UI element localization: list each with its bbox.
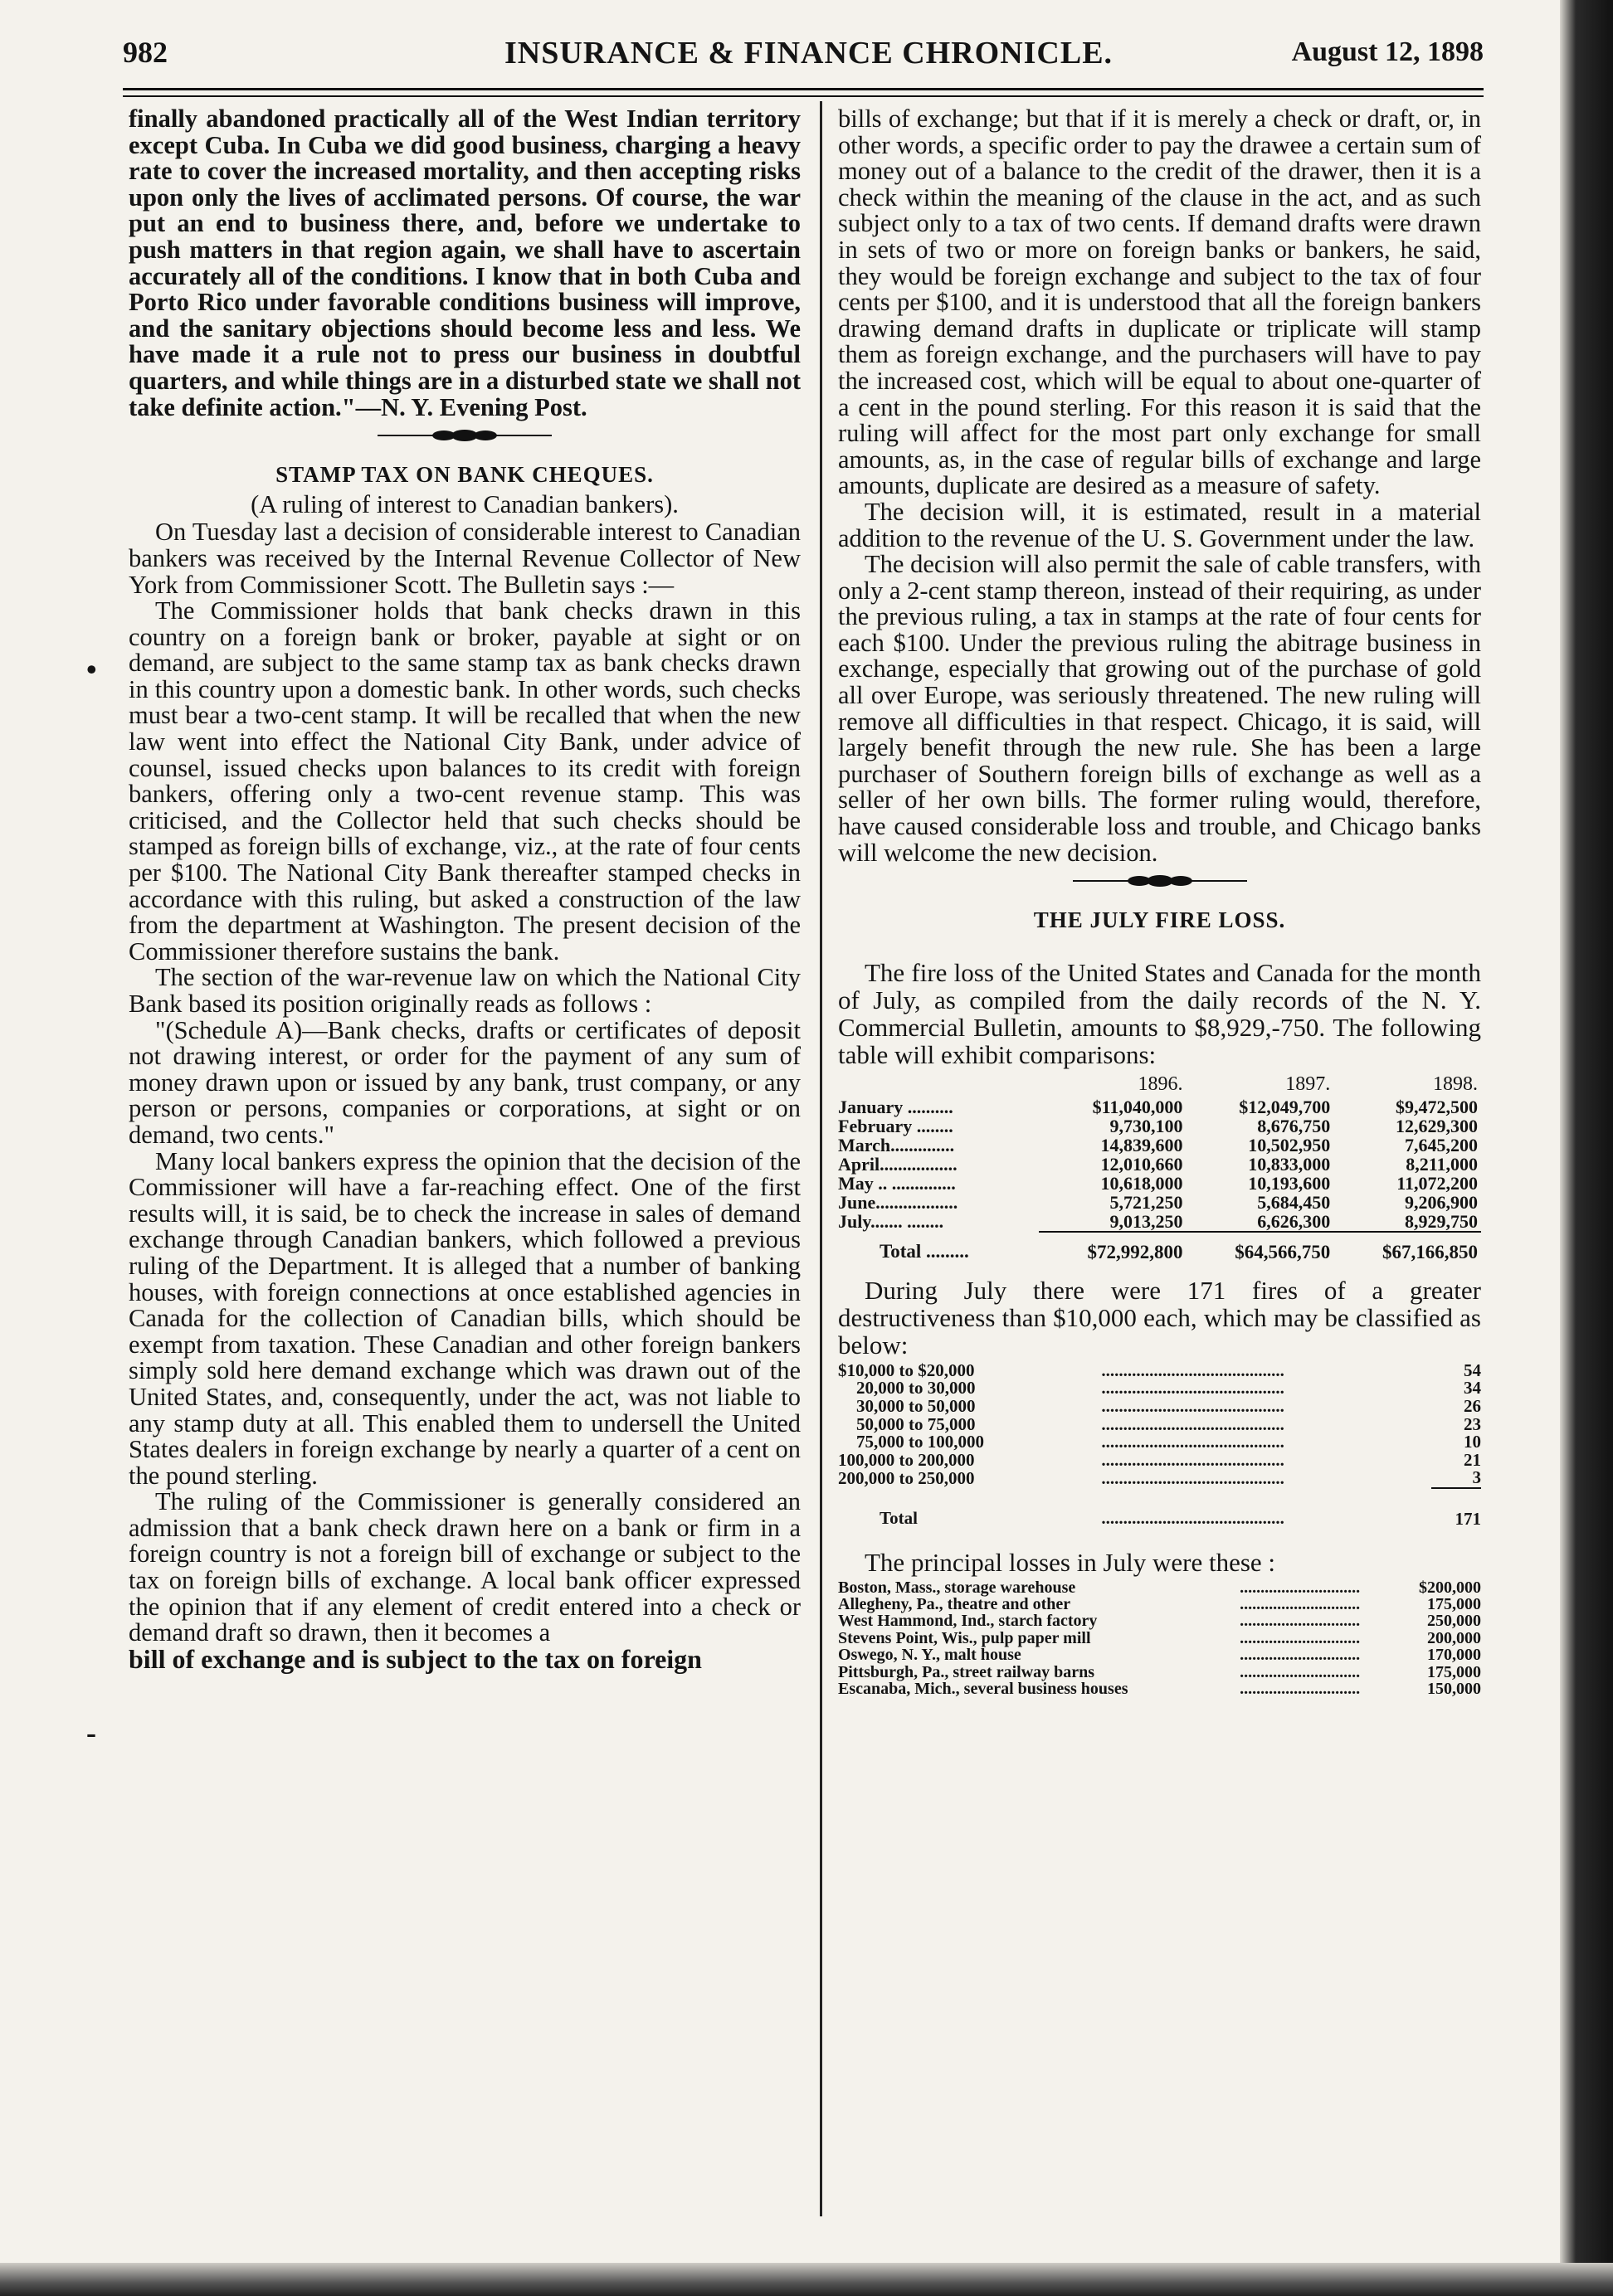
article-paragraph: Many local bankers express the opinion that the decision of the Commissioner will have a far-reaching effect. One of the first results will, it is said, be to check the increase in sales of demand exchange through Canadian bankers, which followed a previous ruling of the Department. It is alleged that a number of banking houses, with foreign connections at once established agencies in Canada for the collection of Canadian bills, which should be exempt from taxation. These Canadian and other foreign bankers simply sold here demand exchange which was drawn out of the United States, and, consequently, under the act, was not liable to any stamp duty at all. This enabled them to undersell the United States dealers in foreign exchange by nearly a quarter of a cent on the pound sterling. — [129, 1146, 801, 1490]
article-paragraph: "(Schedule A)—Bank checks, drafts or certificates of deposit not drawing interest, or order for the payment of any sum of money drawn upon or issued by any bank, trust company, or any person or persons, companies or corporations, at sight or on demand, two cents." — [129, 1015, 801, 1149]
total-cell: $64,566,750 — [1186, 1232, 1333, 1262]
table-row: Oswego, N. Y., malt house ............................. 170,000 — [838, 1646, 1481, 1665]
page-header — [123, 32, 1484, 78]
total-cell: $67,166,850 — [1333, 1232, 1481, 1262]
place-cell: Allegheny, Pa., theatre and other — [838, 1594, 1071, 1613]
article-paragraph: The Commissioner holds that bank checks drawn in this country on a foreign bank or broker, payable at sight or on demand, are subject to the same stamp tax as bank checks drawn in this country upon a domestic bank. In other words, such checks must bear a two-cent stamp. It will be recalled that when the new law went into effect the National City Bank, under advice of counsel, issued checks upon balances to its credit with foreign bankers, offering only a two-cent revenue stamp. This was criticised, and the Collector held that such checks should be stamped as foreign bills of exchange, viz., at the rate of four cents per $100. The National City Bank thereafter stamped checks in accordance with this ruling, but asked a construction of the law from the department at Washington. The present decision of the Commissioner therefore sustains the bank. — [129, 596, 801, 966]
range-cell: 30,000 to 50,000 — [856, 1396, 976, 1416]
table-row: 100,000 to 200,000 .......................................... 21 — [838, 1449, 1481, 1470]
article-paragraph: The decision will also permit the sale of cable transfers, with only a 2-cent stamp thereon, instead of their requiring, as under the previous ruling, a tax in stamps at the rate of four cents for each $100. Under the previous ruling the abitrage business in exchange, especially that growing out of the purchase of gold all over Europe, was seriously threatened. The new ruling will remove all difficulties in that respect. Chicago, it is said, will largely benefit through the new rule. She has been a large purchaser of Southern foreign bills of exchange as well as a seller of her own bills. The former ruling would, therefore, have caused considerable loss and trouble, and Chicago banks will welcome the new decision. — [838, 550, 1481, 867]
range-cell: 50,000 to 75,000 — [856, 1413, 976, 1434]
year-header: 1898. — [1433, 1073, 1478, 1095]
value-cell: 7,645,200 — [1405, 1134, 1478, 1155]
article-paragraph: The principal losses in July were these : — [865, 1547, 1276, 1577]
amount-cell: 200,000 — [1427, 1628, 1481, 1647]
table-row: $10,000 to $20,000 .......................................... 54 — [838, 1360, 1481, 1380]
value-cell: 8,211,000 — [1406, 1153, 1478, 1175]
place-cell: West Hammond, Ind., starch factory — [838, 1612, 1098, 1631]
fire-classification-table — [838, 1362, 1481, 1529]
place-cell: Stevens Point, Wis., pulp paper mill — [838, 1628, 1091, 1647]
table-row — [838, 1212, 1481, 1232]
article-paragraph: During July there were 171 fires of a greater destructiveness than $10,000 each, which may be classified as below: — [838, 1275, 1481, 1360]
table-total-row — [838, 1232, 1481, 1262]
amount-cell: $200,000 — [1419, 1578, 1481, 1597]
column-divider — [820, 101, 822, 2216]
article-paragraph: bills of exchange; but that if it is merely a check or draft, or, in other words, a specific order to pay the drawee a certain sum of money out of a balance to the credit of the drawer, then it is a check within the meaning of the clause in the act, and as such subject only to a tax of two cents. If demand drafts were drawn in sets of two or more on foreign banks or bankers, he said, they would be foreign exchange and subject to the tax of four cents per $100, and it is understood that all the foreign bankers drawing demand drafts in duplicate or triplicate will stamp them as foreign exchange, and the purchasers will have to pay the increased cost, which will be equal to about one-quarter of a cent in the pound sterling. For this reason it is said that the ruling will affect for the most part only exchange for small amounts, as, in the case of regular bills of exchange and large amounts, duplicate are desired as a measure of safety. — [838, 105, 1481, 500]
value-cell: $12,049,700 — [1239, 1096, 1331, 1117]
count-cell: 23 — [1464, 1413, 1481, 1434]
value-cell: 5,721,250 — [1109, 1191, 1183, 1213]
table-row: 50,000 to 75,000 .......................................... 23 — [838, 1416, 1481, 1434]
month-cell: January .......... — [838, 1096, 953, 1117]
table-row: 200,000 to 250,000 .......................................... 3 — [838, 1467, 1481, 1488]
header-rule — [123, 88, 1484, 97]
article-paragraph-last-line: bill of exchange and is subject to the tax on foreign — [129, 1643, 702, 1674]
place-cell: Oswego, N. Y., malt house — [838, 1646, 1021, 1665]
section-ornament — [838, 866, 1481, 896]
right-column — [838, 106, 1481, 1697]
value-cell: 8,929,750 — [1405, 1210, 1478, 1232]
article-paragraph: The decision will, it is estimated, result in a material addition to the revenue of the U. S. Government under the law. — [838, 497, 1481, 552]
section-heading-stamp-tax: STAMP TAX ON BANK CHEQUES. — [275, 462, 654, 488]
month-cell: February ........ — [838, 1115, 953, 1136]
value-cell: $9,472,500 — [1396, 1096, 1478, 1117]
margin-mark: - — [86, 1716, 96, 1749]
journal-title: INSURANCE & FINANCE CHRONICLE. — [504, 36, 1114, 71]
total-cell: $72,992,800 — [1039, 1232, 1187, 1262]
issue-date: August 12, 1898 — [1291, 36, 1484, 67]
amount-cell: 250,000 — [1427, 1612, 1481, 1631]
value-cell: 8,676,750 — [1257, 1115, 1331, 1136]
month-cell: March.............. — [838, 1134, 955, 1155]
value-cell: 10,502,950 — [1248, 1134, 1331, 1155]
range-cell: $10,000 to $20,000 — [838, 1360, 975, 1380]
table-row — [838, 1155, 1481, 1174]
value-cell: 9,206,900 — [1405, 1191, 1478, 1213]
value-cell: 12,010,660 — [1100, 1153, 1183, 1175]
table-row: 20,000 to 30,000 .......................................... 34 — [838, 1379, 1481, 1398]
article-paragraph: finally abandoned practically all of the West Indian territory except Cuba. In Cuba we did good business, charging a heavy rate to cover the increased mortality, and then accepting risks upon only the lives of acclimated persons. Of course, the war put an end to business there, and, before we undertake to push matters in that region again, we shall have to ascertain accurately all of the conditions. I know that in both Cuba and Porto Rico under favorable conditions business will improve, and the sanitary objections should become less and less. We have made it a rule not to press our business in doubtful quarters, and while things are in a disturbed state we shall not take definite action."—N. Y. Evening Post. — [129, 105, 801, 421]
count-cell: 10 — [1464, 1432, 1481, 1452]
table-row — [838, 1193, 1481, 1212]
range-cell: 20,000 to 30,000 — [856, 1378, 976, 1399]
count-cell: 34 — [1464, 1378, 1481, 1399]
place-cell: Pittsburgh, Pa., street railway barns — [838, 1662, 1095, 1681]
table-row — [838, 1136, 1481, 1155]
value-cell: 12,629,300 — [1396, 1115, 1478, 1136]
place-cell: Escanaba, Mich., several business houses — [838, 1680, 1128, 1698]
table-row: Escanaba, Mich., several business houses ............................. 150,000 — [838, 1680, 1481, 1698]
article-paragraph: The fire loss of the United States and Canada for the month of July, as compiled from the daily records of the N. Y. Commercial Bulletin, amounts to $8,929,-750. The following table will exhibit comparisons: — [838, 957, 1481, 1069]
amount-cell: 170,000 — [1427, 1646, 1481, 1665]
table-row — [838, 1116, 1481, 1136]
section-heading-fire-loss: THE JULY FIRE LOSS. — [1033, 907, 1286, 933]
value-cell: 9,730,100 — [1109, 1115, 1183, 1136]
table-row — [838, 1174, 1481, 1193]
page-number: 982 — [123, 36, 168, 69]
value-cell: 6,626,300 — [1257, 1210, 1331, 1232]
count-cell: 3 — [1472, 1467, 1481, 1488]
value-cell: 10,193,600 — [1248, 1172, 1331, 1194]
article-paragraph: The section of the war-revenue law on which the National City Bank based its position originally reads as follows : — [129, 963, 801, 1018]
month-cell: April................. — [838, 1153, 958, 1175]
table-row: West Hammond, Ind., starch factory ............................. 250,000 — [838, 1612, 1481, 1631]
section-subheading: (A ruling of interest to Canadian bankers). — [251, 489, 679, 518]
table-row: Boston, Mass., storage warehouse ............................. $200,000 — [838, 1578, 1481, 1597]
total-label: Total ......... — [880, 1241, 969, 1262]
range-cell: 75,000 to 100,000 — [856, 1432, 984, 1452]
table-row: Pittsburgh, Pa., street railway barns ............................. 175,000 — [838, 1662, 1481, 1681]
fire-loss-table — [838, 1075, 1481, 1262]
amount-cell: 175,000 — [1427, 1662, 1481, 1681]
amount-cell: 175,000 — [1427, 1594, 1481, 1613]
section-ornament — [129, 421, 801, 450]
value-cell: 14,839,600 — [1100, 1134, 1183, 1155]
count-cell: 26 — [1464, 1396, 1481, 1416]
value-cell: 11,072,200 — [1396, 1172, 1478, 1194]
table-header-row — [838, 1075, 1481, 1097]
count-cell: 21 — [1464, 1449, 1481, 1470]
value-cell: 9,013,250 — [1109, 1210, 1183, 1232]
month-cell: July....... ........ — [838, 1211, 944, 1233]
table-row: Allegheny, Pa., theatre and other ............................. 175,000 — [838, 1594, 1481, 1613]
year-header: 1896. — [1138, 1073, 1183, 1095]
left-column — [129, 106, 801, 1672]
ornament-divider-icon — [1073, 875, 1247, 887]
month-cell: June.................. — [838, 1191, 958, 1213]
table-row: 75,000 to 100,000 .......................................... 10 — [838, 1433, 1481, 1452]
value-cell: 5,684,450 — [1257, 1191, 1331, 1213]
scan-bottom-edge — [0, 2263, 1613, 2296]
ornament-divider-icon — [378, 430, 552, 441]
place-cell: Boston, Mass., storage warehouse — [838, 1578, 1076, 1597]
principal-losses-table — [838, 1579, 1481, 1698]
range-cell: 200,000 to 250,000 — [838, 1467, 975, 1488]
table-row: Stevens Point, Wis., pulp paper mill ............................. 200,000 — [838, 1628, 1481, 1647]
table-total-row: Total .......................................... 171 — [838, 1488, 1481, 1529]
table-row — [838, 1097, 1481, 1116]
range-cell: 100,000 to 200,000 — [838, 1449, 975, 1470]
count-cell: 54 — [1464, 1360, 1481, 1380]
total-count-cell: 171 — [1431, 1488, 1481, 1529]
scan-edge — [1560, 0, 1613, 2296]
value-cell: 10,833,000 — [1248, 1153, 1331, 1175]
table-row: 30,000 to 50,000 .......................................... 26 — [838, 1398, 1481, 1416]
month-cell: May .. .............. — [838, 1172, 956, 1194]
value-cell: $11,040,000 — [1092, 1096, 1183, 1117]
article-paragraph: The ruling of the Commissioner is generally considered an admission that a bank check drawn here on a bank or firm in a foreign country is not a foreign bill of exchange or subject to the tax on foreign bills of exchange. A local bank officer expressed the opinion that if any element of credit entered into a check or demand draft so drawn, then it becomes a — [129, 1487, 801, 1647]
article-paragraph: On Tuesday last a decision of considerable interest to Canadian bankers was received by the Internal Revenue Collector of New York from Commissioner Scott. The Bulletin says :— — [129, 518, 801, 599]
value-cell: 10,618,000 — [1100, 1172, 1183, 1194]
amount-cell: 150,000 — [1427, 1680, 1481, 1698]
year-header: 1897. — [1285, 1073, 1331, 1095]
margin-mark: • — [86, 653, 97, 686]
total-label: Total — [880, 1508, 918, 1529]
